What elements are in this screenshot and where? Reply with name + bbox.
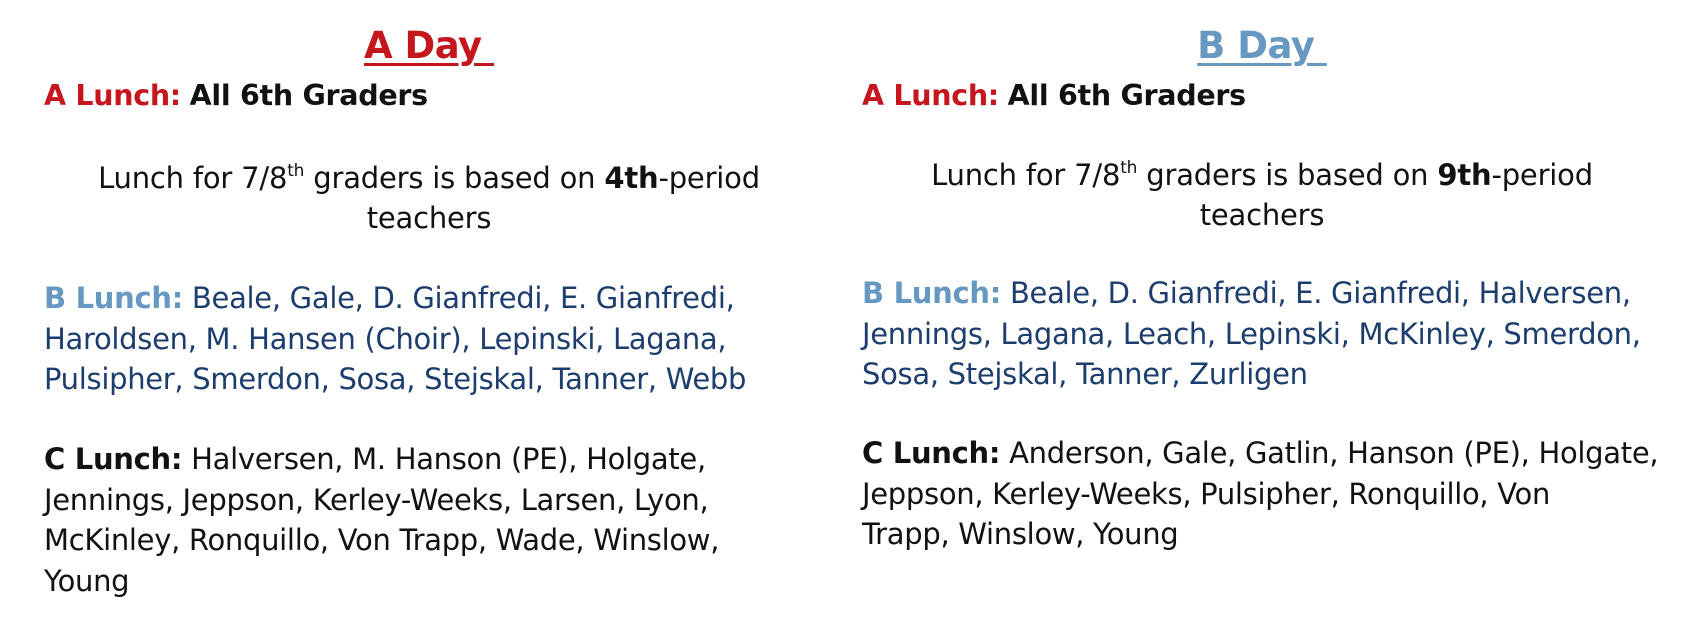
a-day-period-note [44, 158, 814, 238]
a-day-a-lunch-value: All 6th Graders [189, 79, 428, 112]
a-day-title: A Day [363, 24, 495, 67]
b-day-note-line-2: teachers [1199, 198, 1325, 232]
a-day-note-sup: th [287, 161, 305, 181]
a-day-c-lunch-label: C Lunch: [44, 442, 183, 476]
b-day-note-middle: graders is based on [1137, 158, 1438, 192]
a-day-note-line-1 [44, 158, 814, 198]
b-day-b-lunch-line [862, 273, 1662, 314]
b-day-b-lunch-label: B Lunch: [862, 276, 1002, 310]
a-day-note-suffix: -period [658, 161, 760, 195]
a-day-a-lunch-label: A Lunch: [44, 79, 181, 112]
b-day-c-lunch-text: Anderson, Gale, Gatlin, Hanson (PE), Holgate, [1009, 436, 1659, 470]
b-day-b-lunch-text: Beale, D. Gianfredi, E. Gianfredi, Halversen, [1009, 276, 1631, 310]
a-day-a-lunch [44, 76, 428, 116]
b-day-a-lunch-label: A Lunch: [862, 79, 999, 112]
b-day-c-lunch-line [862, 433, 1662, 474]
b-day-c-lunch-line: Jeppson, Kerley-Weeks, Pulsipher, Ronquillo, Von [862, 476, 1551, 511]
a-day-b-lunch-label: B Lunch: [44, 281, 184, 315]
b-day-c-lunch-line: Trapp, Winslow, Young [862, 517, 1179, 551]
a-day-note-line-2: teachers [366, 201, 492, 235]
a-day-b-lunch-line: Pulsipher, Smerdon, Sosa, Stejskal, Tanner, Webb [44, 362, 747, 396]
a-day-c-lunch-line: Young [44, 563, 130, 598]
a-day-c-lunch [44, 439, 814, 601]
b-day-note-prefix: Lunch for 7/8 [931, 158, 1121, 192]
b-day-c-lunch-label: C Lunch: [862, 436, 1001, 470]
a-day-note-period: 4th [604, 161, 659, 195]
b-day-period-note [862, 155, 1662, 235]
b-day-b-lunch-line: Jennings, Lagana, Leach, Lepinski, McKinley, Smerdon, [862, 316, 1641, 351]
a-day-c-lunch-text: Halversen, M. Hanson (PE), Holgate, [191, 442, 706, 476]
a-day-c-lunch-line: Jennings, Jeppson, Kerley-Weeks, Larsen, Lyon, [44, 482, 709, 517]
a-day-b-lunch-line [44, 278, 814, 319]
b-day-b-lunch-line: Sosa, Stejskal, Tanner, Zurligen [862, 357, 1308, 391]
a-day-c-lunch-line [44, 439, 814, 480]
b-day-note-line-1 [862, 155, 1662, 195]
b-day-a-lunch [862, 76, 1246, 116]
a-day-note-middle: graders is based on [304, 161, 605, 195]
a-day-b-lunch-text: Beale, Gale, D. Gianfredi, E. Gianfredi, [183, 281, 735, 315]
a-day-note-prefix: Lunch for 7/8 [98, 161, 288, 195]
b-day-c-lunch [862, 433, 1662, 555]
b-day-note-period: 9th [1437, 158, 1492, 192]
b-day-note-sup: th [1120, 158, 1138, 178]
b-day-b-lunch [862, 273, 1662, 395]
b-day-note-suffix: -period [1491, 158, 1593, 192]
b-day-title: B Day [1197, 24, 1327, 67]
a-day-b-lunch-line: Haroldsen, M. Hansen (Choir), Lepinski, Lagana, [44, 321, 727, 356]
b-day-a-lunch-value: All 6th Graders [1007, 79, 1246, 112]
a-day-c-lunch-line: McKinley, Ronquillo, Von Trapp, Wade, Winslow, [44, 523, 720, 557]
a-day-b-lunch [44, 278, 814, 400]
